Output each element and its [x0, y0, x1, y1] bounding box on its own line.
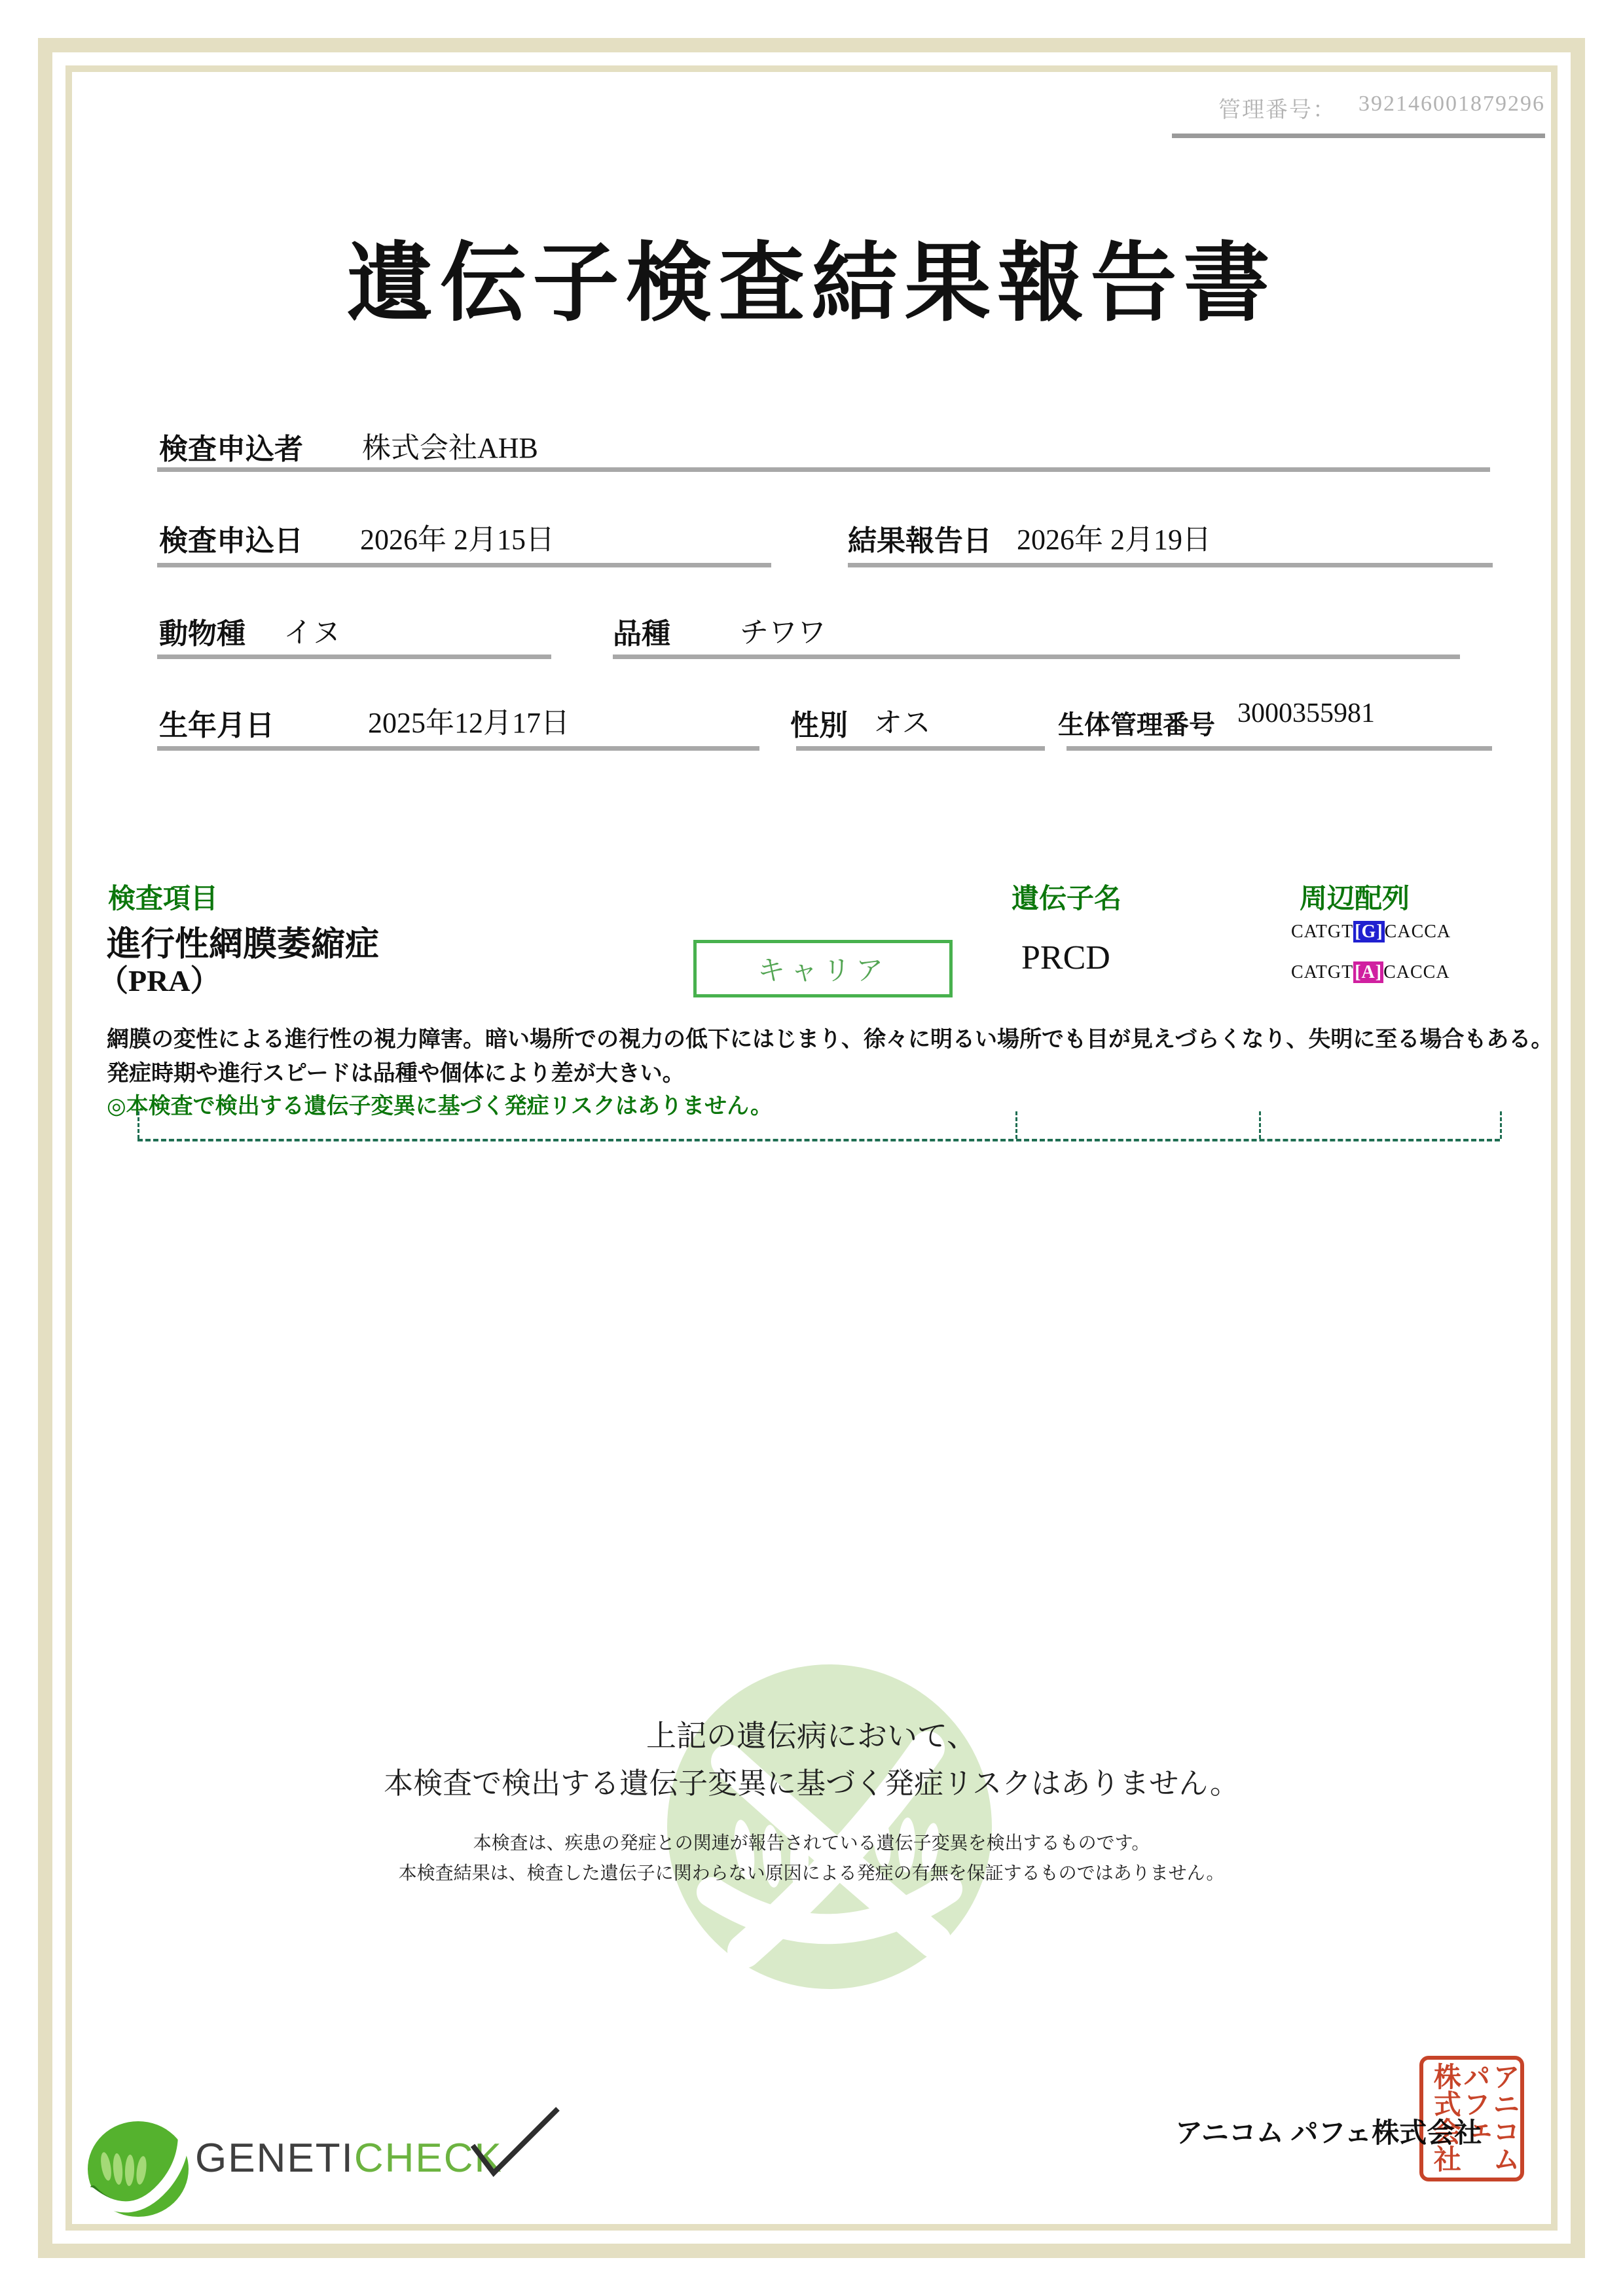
gene-name-value: PRCD [1021, 939, 1110, 977]
company-seal-stamp [1419, 2056, 1524, 2181]
breed-value: チワワ [740, 617, 826, 649]
management-number-underline [1172, 134, 1545, 138]
sequence-2-prefix: CATGT [1291, 962, 1354, 982]
summary-line1: 上記の遺伝病において、 [646, 1719, 977, 1753]
birth-date-label: 生年月日 [159, 709, 274, 742]
dashed-bottom-line [137, 1139, 1500, 1141]
disease-name: 進行性網膜萎縮症 [107, 926, 380, 963]
dashed-divider-1 [137, 1111, 139, 1139]
logo-text-check: CHECK [354, 2136, 503, 2181]
frame-inner-border [65, 65, 1558, 2231]
dashed-divider-4 [1500, 1111, 1502, 1139]
sequence-2-variant-highlight: [A] [1355, 962, 1383, 982]
management-number-row [1218, 92, 1545, 124]
apply-date-label: 検査申込日 [159, 525, 303, 557]
breed-underline [613, 655, 1460, 659]
applicant-underline [157, 467, 1490, 472]
sequence-1-prefix: CATGT [1291, 922, 1354, 942]
report-date-underline [848, 563, 1493, 567]
stamp-column-3: 株式会社 [1429, 2062, 1460, 2172]
disease-abbr: （PRA） [98, 964, 221, 997]
applicant-label: 検査申込者 [159, 433, 303, 465]
apply-date-underline [157, 563, 771, 567]
logo-checkmark-icon [458, 2105, 563, 2183]
stamp-column-2: パフェ [1459, 2062, 1489, 2145]
sequence-1-suffix: CACCA [1384, 922, 1451, 942]
logo-text-geneti: GENETI [195, 2136, 354, 2181]
test-result-box [693, 940, 953, 997]
summary-line2: 本検査で検出する遺伝子変異に基づく発症リスクはありません。 [384, 1767, 1239, 1800]
company-name: アニコム パフェ株式会社 [1175, 2119, 1482, 2149]
breed-label: 品種 [613, 618, 670, 650]
test-item-header: 検査項目 [108, 884, 219, 914]
applicant-value: 株式会社AHB [362, 432, 538, 464]
risk-note: ◎本検査で検出する遺伝子変異に基づく発症リスクはありません。 [107, 1094, 773, 1119]
summary-note2: 本検査結果は、検査した遺伝子に関わらない原因による発症の有無を保証するものではありません。 [398, 1863, 1225, 1883]
animal-id-value: 3000355981 [1237, 698, 1375, 728]
geneticheck-logo-text [195, 2135, 503, 2181]
page-title: 遺伝子検査結果報告書 [346, 236, 1277, 332]
management-number-value: 392146001879296 [1359, 92, 1545, 116]
disease-description-line2: 発症時期や進行スピードは品種や個体により差が大きい。 [107, 1062, 685, 1086]
sequence-header: 周辺配列 [1300, 884, 1410, 914]
apply-date-value: 2026年 2月15日 [360, 524, 555, 556]
stamp-column-1: アニコム [1489, 2062, 1519, 2172]
sequence-allele-1 [1291, 922, 1451, 942]
geneticheck-logo-icon [86, 2121, 191, 2220]
species-underline [157, 655, 551, 659]
sex-value: オス [873, 707, 931, 739]
birth-date-underline [157, 746, 759, 751]
sex-underline [796, 746, 1045, 751]
sequence-1-variant-highlight: [G] [1355, 922, 1383, 942]
disease-description-line1: 網膜の変性による進行性の視力障害。暗い場所での視力の低下にはじまり、徐々に明るい場所でも目が見えづらくなり、失明に至る場合もある。 [107, 1028, 1554, 1052]
sequence-allele-2 [1291, 962, 1450, 983]
birth-date-value: 2025年12月17日 [368, 707, 570, 739]
gene-name-header: 遺伝子名 [1012, 884, 1122, 914]
report-date-label: 結果報告日 [848, 525, 992, 557]
management-number-label: 管理番号： [1218, 98, 1336, 122]
animal-id-label: 生体管理番号 [1058, 710, 1215, 740]
species-value: イヌ [283, 617, 341, 649]
sex-label: 性別 [790, 709, 848, 742]
dashed-divider-2 [1015, 1111, 1017, 1139]
dashed-divider-3 [1259, 1111, 1261, 1139]
report-date-value: 2026年 2月19日 [1017, 524, 1211, 556]
species-label: 動物種 [159, 618, 246, 650]
animal-id-underline [1067, 746, 1492, 751]
test-result-value: キャリア [757, 955, 888, 986]
summary-note1: 本検査は、疾患の発症との関連が報告されている遺伝子変異を検出するものです。 [473, 1833, 1150, 1853]
sequence-2-suffix: CACCA [1383, 962, 1450, 982]
